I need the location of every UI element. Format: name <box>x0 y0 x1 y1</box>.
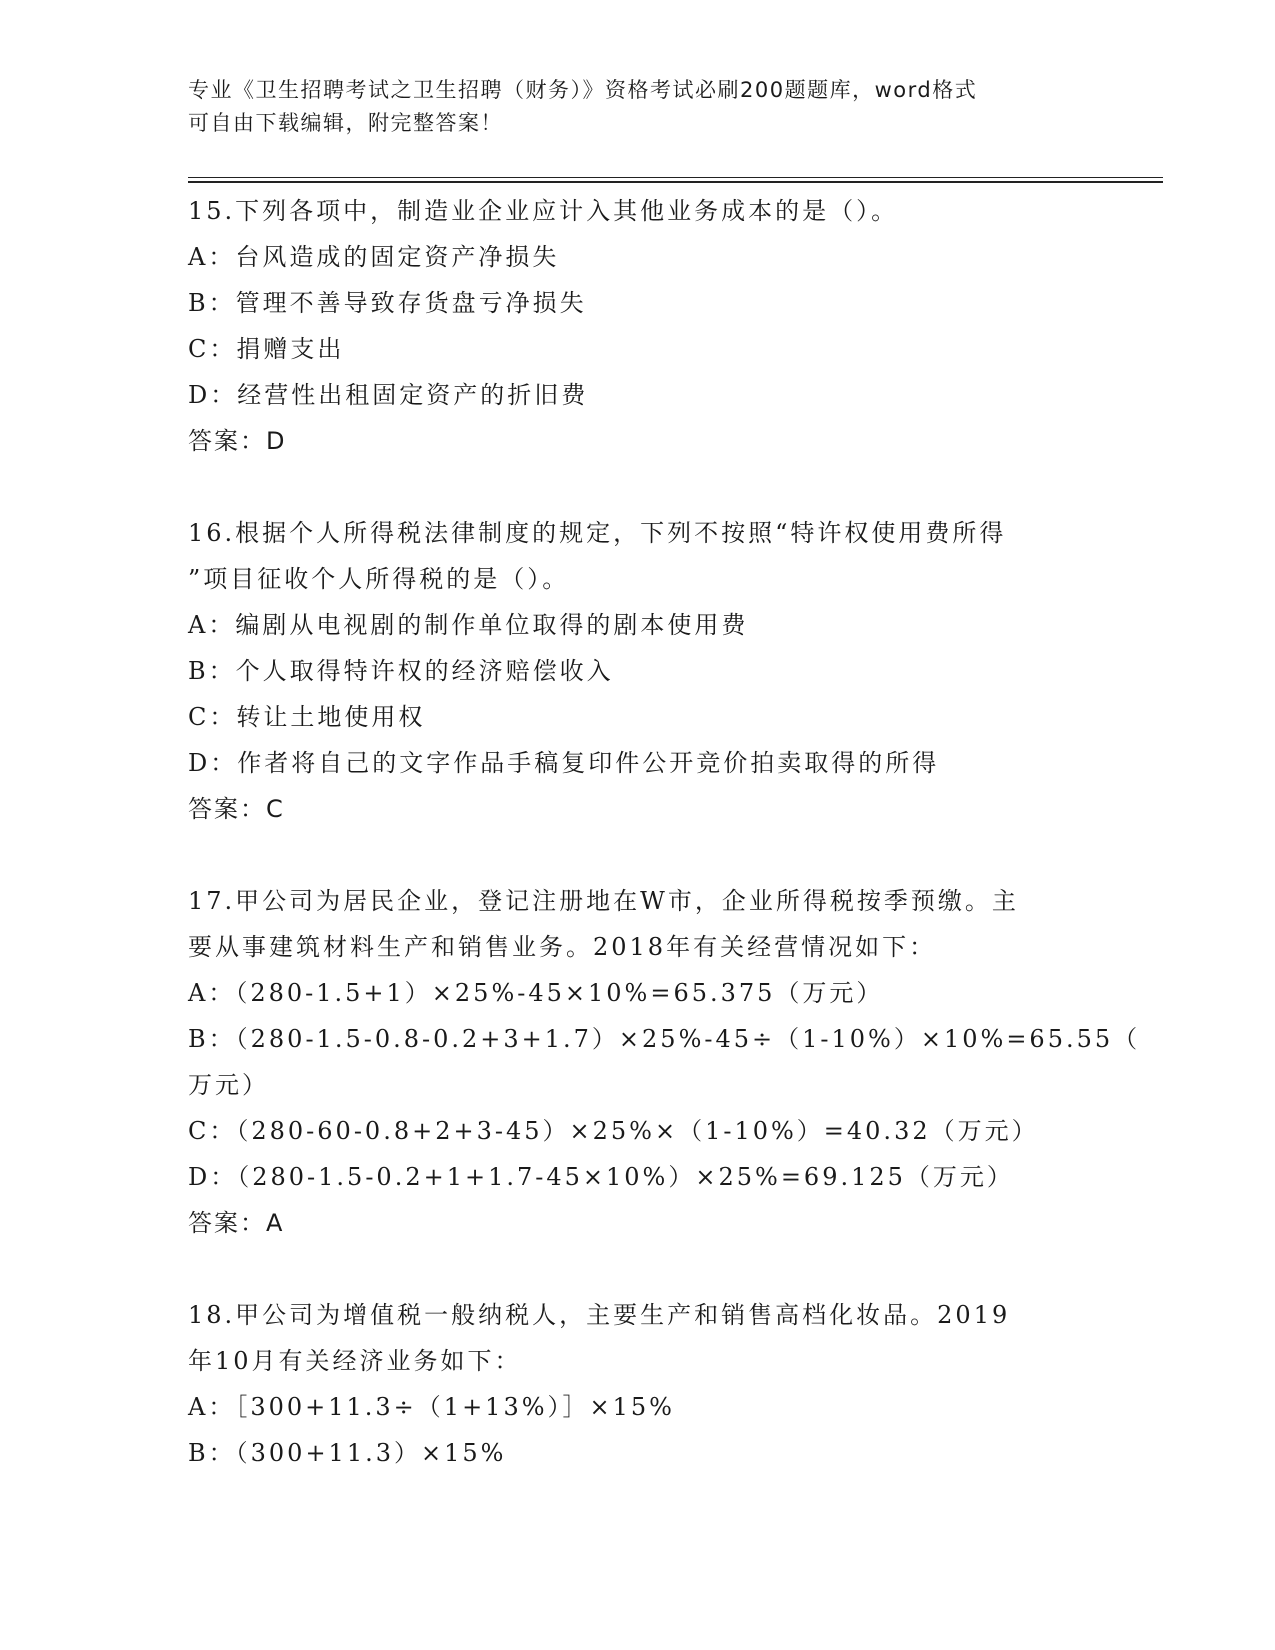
question-stem-continued: 要从事建筑材料生产和销售业务。2018年有关经营情况如下： <box>188 933 937 961</box>
option-b: B：个人取得特许权的经济赔偿收入 <box>188 657 614 685</box>
question-stem-continued: 年10月有关经济业务如下： <box>188 1347 522 1375</box>
option-c: C：（280-60-0.8+2+3-45）×25%×（1-10%）=40.32（万元） <box>188 1117 1039 1145</box>
header-line-1: 专业《卫生招聘考试之卫生招聘（财务）》资格考试必刷200题题库，word格式 <box>188 78 978 102</box>
header-divider-thick <box>188 181 1163 183</box>
option-a: A：编剧从电视剧的制作单位取得的剧本使用费 <box>188 611 749 639</box>
question-stem: 17.甲公司为居民企业，登记注册地在W市，企业所得税按季预缴。主 <box>188 887 1019 915</box>
question-block <box>188 1292 1088 1476</box>
option-a: A：［300+11.3÷（1+13%）］×15% <box>188 1393 675 1421</box>
answer-key: 答案：C <box>188 795 285 823</box>
header-divider-thin <box>188 177 1163 178</box>
question-stem-continued: ”项目征收个人所得税的是（）。 <box>188 565 570 593</box>
question-list <box>188 188 1141 1476</box>
question-block <box>188 188 1088 464</box>
option-a: A：台风造成的固定资产净损失 <box>188 243 560 271</box>
option-d: D：（280-1.5-0.2+1+1.7-45×10%）×25%=69.125（万元） <box>188 1163 1014 1191</box>
question-block <box>188 510 1088 832</box>
answer-key: 答案：A <box>188 1209 285 1237</box>
option-b-continued: 万元） <box>188 1071 269 1099</box>
header-line-2: 可自由下载编辑，附完整答案！ <box>188 111 503 135</box>
option-c: C：转让土地使用权 <box>188 703 426 731</box>
option-b: B：管理不善导致存货盘亏净损失 <box>188 289 587 317</box>
question-block <box>188 878 1141 1246</box>
option-a: A：（280-1.5+1）×25%-45×10%=65.375（万元） <box>188 979 884 1007</box>
question-stem: 16.根据个人所得税法律制度的规定，下列不按照“特许权使用费所得 <box>188 519 1007 547</box>
question-stem: 18.甲公司为增值税一般纳税人，主要生产和销售高档化妆品。2019 <box>188 1301 1011 1329</box>
question-stem: 15.下列各项中，制造业企业应计入其他业务成本的是（）。 <box>188 197 899 225</box>
option-c: C：捐赠支出 <box>188 335 345 363</box>
answer-key: 答案：D <box>188 427 287 455</box>
option-b: B：（280-1.5-0.8-0.2+3+1.7）×25%-45÷（1-10%）×10%=65.55（ <box>188 1025 1141 1053</box>
document-header <box>188 74 1088 140</box>
option-d: D：作者将自己的文字作品手稿复印件公开竞价拍卖取得的所得 <box>188 749 940 777</box>
option-d: D：经营性出租固定资产的折旧费 <box>188 381 589 409</box>
option-b: B：（300+11.3）×15% <box>188 1439 507 1467</box>
